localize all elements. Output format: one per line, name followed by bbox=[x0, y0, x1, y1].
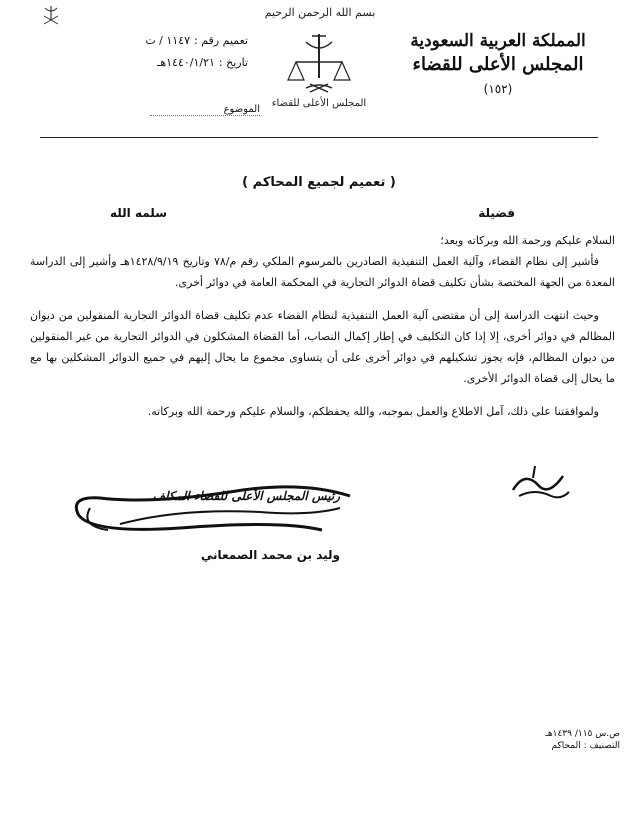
salutation-row bbox=[110, 206, 515, 220]
body-paragraph-2: وحيث انتهت الدراسة إلى أن مقتضى آلية العمل التنفيذية لنظام القضاء عدم تكليف قضاة الدوائر التجارية المنقولين من ديوان المظالم في دوائر أخرى، إلا إذا كان التكليف في إطار إكمال النصاب، أما القضاة المشكلون في الدوائر التجارية من غير المنقولين من ديوان المظالم، فإنه يجوز تشكيلهم في دوائر أخرى على أن يتساوى مجموع ما يحال إليهم في جميع الدوائر المشكلين بها مع ما يحال إلى قضاة الدوائر الأخرى. bbox=[30, 309, 615, 385]
subject-label: الموضوع bbox=[223, 104, 260, 115]
basmala: بسم الله الرحمن الرحيم bbox=[264, 6, 376, 19]
emblem-caption: المجلس الأعلى للقضاء bbox=[271, 98, 367, 109]
footer-line-1: ص.س ١١٥/ ١٤٣٩هـ bbox=[545, 729, 620, 739]
organization-header bbox=[388, 30, 608, 96]
circular-title: ( تعميم لجميع المحاكم ) bbox=[242, 175, 396, 190]
body-paragraph-3: ولموافقتنا على ذلك، آمل الاطلاع والعمل بموجبه، والله يحفظكم، والسلام عليكم ورحمة الله وبركاته. bbox=[147, 405, 599, 418]
addressee: فضيلة bbox=[478, 206, 515, 220]
small-emblem-icon bbox=[40, 4, 62, 32]
footer-reference bbox=[530, 728, 620, 752]
greeting: السلام عليكم ورحمة الله وبركاته وبعد؛ bbox=[440, 234, 615, 247]
header-separator bbox=[40, 137, 598, 138]
circular-date-label: تاريخ : bbox=[218, 56, 248, 69]
reference-block bbox=[118, 30, 248, 74]
circular-date-row bbox=[118, 52, 248, 74]
country-name: المملكة العربية السعودية bbox=[410, 31, 586, 51]
signatory-name: وليد بن محمد الصمعاني bbox=[200, 548, 340, 562]
circular-date-value: ١٤٤٠/١/٢١هـ bbox=[157, 56, 215, 69]
initials-mark-icon bbox=[505, 462, 575, 502]
subject-field bbox=[150, 104, 260, 116]
body-paragraph-1: فأشير إلى نظام القضاء، وآلية العمل التنفيذية الصادرين بالمرسوم الملكي رقم م/٧٨ وتاريخ ١٤٢٨/٩/١٩هـ وأشير إلى الدراسة المعدة من الجهة المختصة بشأن تكليف قضاة الدوائر التجارية في المحكمة العامة في دوائر أخرى. bbox=[30, 255, 615, 289]
letter-body bbox=[30, 230, 615, 434]
circular-number-label: تعميم رقم : bbox=[194, 34, 248, 47]
form-code: (١٥٢) bbox=[483, 82, 513, 96]
circular-number-row bbox=[118, 30, 248, 52]
blessing: سلمه الله bbox=[110, 206, 167, 220]
signatory-title: رئيس المجلس الأعلى للقضاء المكلف bbox=[152, 489, 340, 503]
circular-number-value: ١١٤٧ / ت bbox=[145, 34, 191, 47]
council-name: المجلس الأعلى للقضاء bbox=[412, 54, 584, 75]
footer-line-2: التصنيف : المحاكم bbox=[551, 741, 620, 751]
